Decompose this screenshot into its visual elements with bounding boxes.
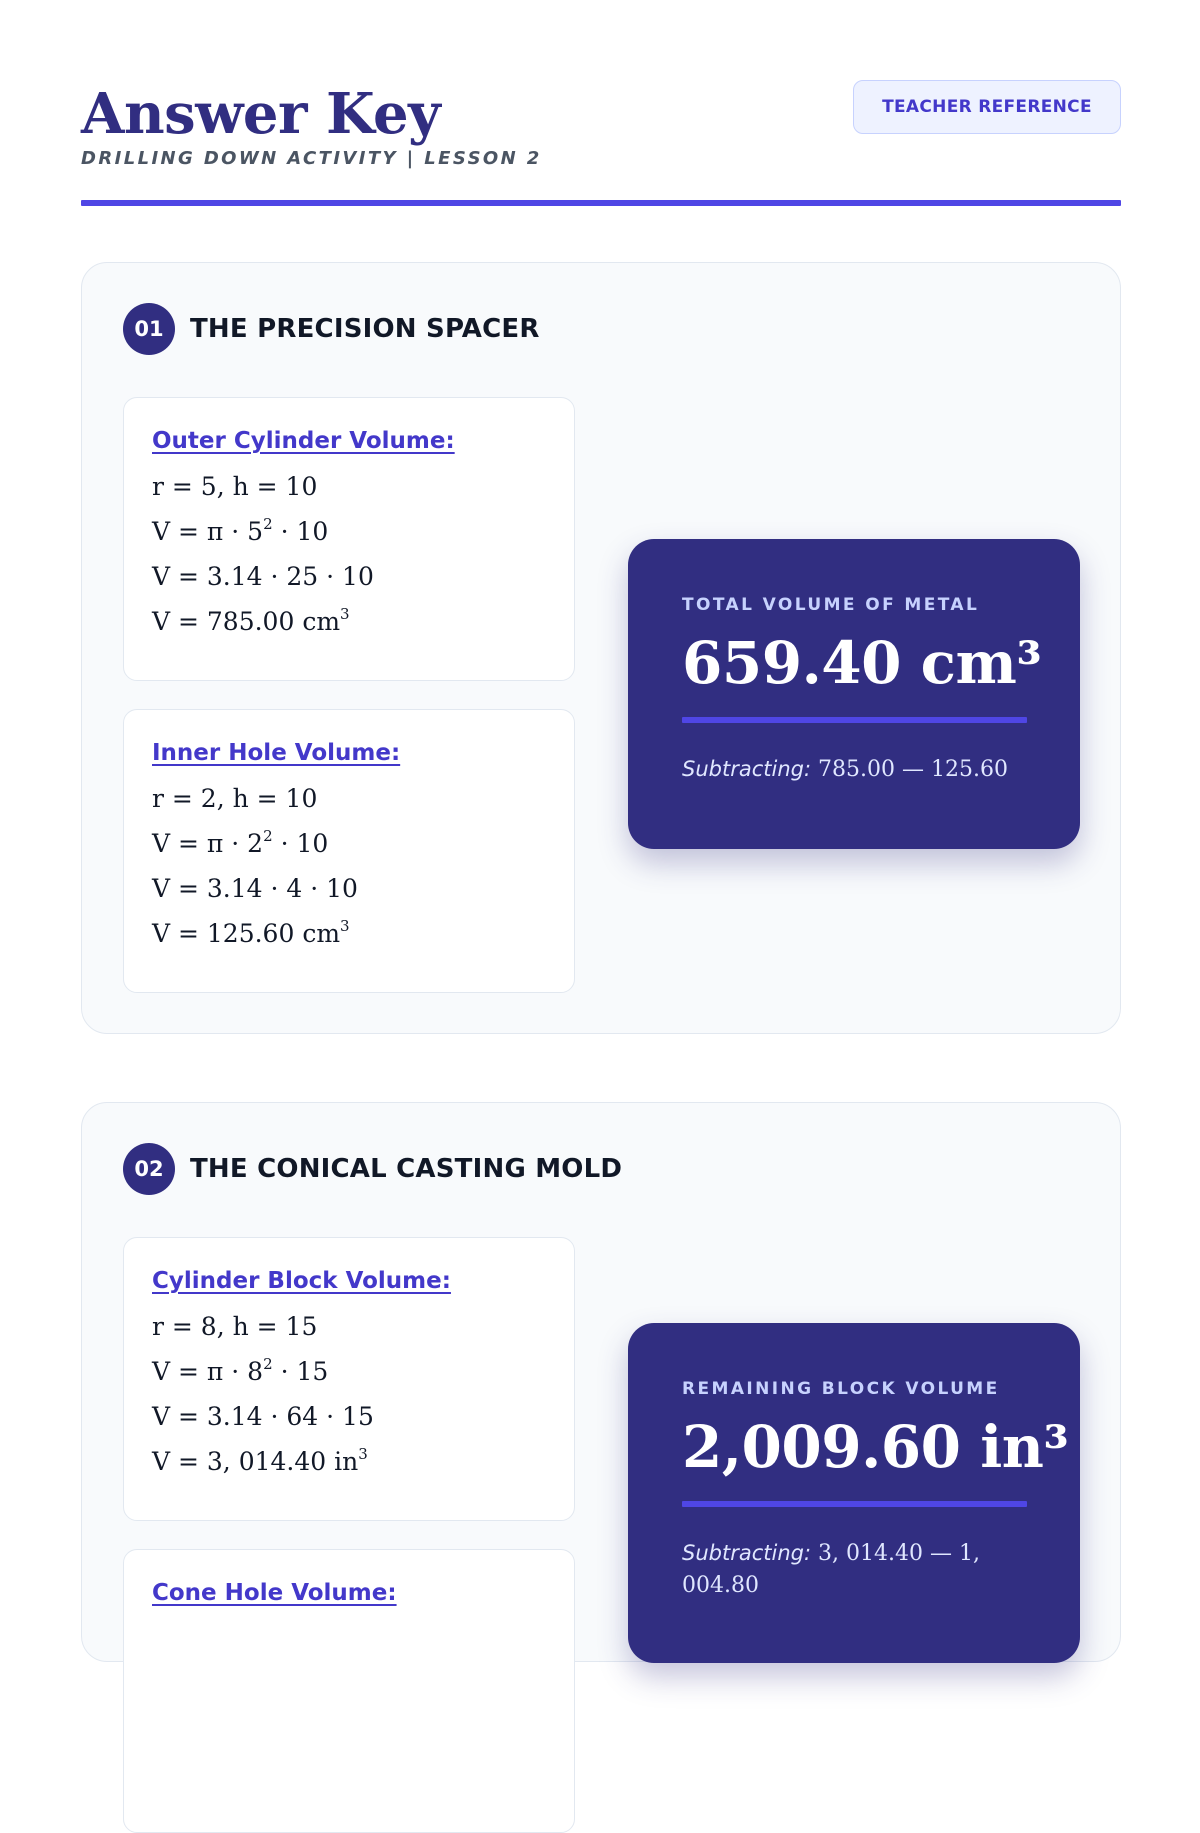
result-label: REMAINING BLOCK VOLUME bbox=[682, 1379, 1000, 1399]
math-line: V = 3.14 · 64 · 15 bbox=[152, 1402, 374, 1431]
calc-box-inner-hole bbox=[123, 709, 575, 993]
math-line: V = 3.14 · 25 · 10 bbox=[152, 562, 374, 591]
calc-box-cone-hole bbox=[123, 1549, 575, 1833]
section-title: THE PRECISION SPACER bbox=[190, 314, 540, 344]
result-divider bbox=[682, 717, 1027, 723]
page-title: Answer Key bbox=[81, 81, 441, 147]
section-heading bbox=[123, 1143, 622, 1195]
calc-label: Inner Hole Volume: bbox=[152, 740, 401, 766]
math-line: r = 8, h = 15 bbox=[152, 1312, 318, 1341]
teacher-reference-badge: TEACHER REFERENCE bbox=[853, 80, 1121, 134]
math-line: V = 3, 014.40 $in^3$ bbox=[152, 1445, 368, 1476]
calc-label: Outer Cylinder Volume: bbox=[152, 428, 455, 454]
result-note: Subtracting: 785.00 — 125.60 bbox=[682, 757, 1008, 782]
section-heading bbox=[123, 303, 540, 355]
calc-box-cylinder-block bbox=[123, 1237, 575, 1521]
math-line: $V = \pi \cdot 8^2 \cdot 15$ bbox=[152, 1355, 329, 1386]
page-header bbox=[81, 80, 1121, 206]
calc-box-outer-cylinder bbox=[123, 397, 575, 681]
result-value: 2,009.60 in³ bbox=[682, 1413, 1069, 1481]
section-number-badge: 02 bbox=[123, 1143, 175, 1195]
page-subtitle: DRILLING DOWN ACTIVITY | LESSON 2 bbox=[81, 148, 542, 169]
result-label: TOTAL VOLUME OF METAL bbox=[682, 595, 980, 615]
math-line: V = 3.14 · 4 · 10 bbox=[152, 874, 358, 903]
header-divider bbox=[81, 200, 1121, 206]
result-divider bbox=[682, 1501, 1027, 1507]
math-line: V = 785.00 $cm^3$ bbox=[152, 605, 350, 636]
result-panel-total-volume bbox=[628, 539, 1080, 849]
calc-label: Cylinder Block Volume: bbox=[152, 1268, 451, 1294]
math-line: $V = \pi \cdot 5^2 \cdot 10$ bbox=[152, 515, 329, 546]
math-line: r = 2, h = 10 bbox=[152, 784, 318, 813]
section-title: THE CONICAL CASTING MOLD bbox=[190, 1154, 623, 1184]
result-panel-remaining-volume bbox=[628, 1323, 1080, 1663]
math-line: r = 5, h = 10 bbox=[152, 472, 318, 501]
math-line: V = 125.60 $cm^3$ bbox=[152, 917, 350, 948]
section-number-badge: 01 bbox=[123, 303, 175, 355]
calc-label: Cone Hole Volume: bbox=[152, 1580, 397, 1606]
math-line: $V = \pi \cdot 2^2 \cdot 10$ bbox=[152, 827, 329, 858]
section-card-conical-casting-mold bbox=[81, 1102, 1121, 1662]
section-card-precision-spacer bbox=[81, 262, 1121, 1034]
result-note: Subtracting: 3, 014.40 — 1, 004.80 bbox=[682, 1541, 980, 1598]
result-value: 659.40 cm³ bbox=[682, 629, 1042, 697]
